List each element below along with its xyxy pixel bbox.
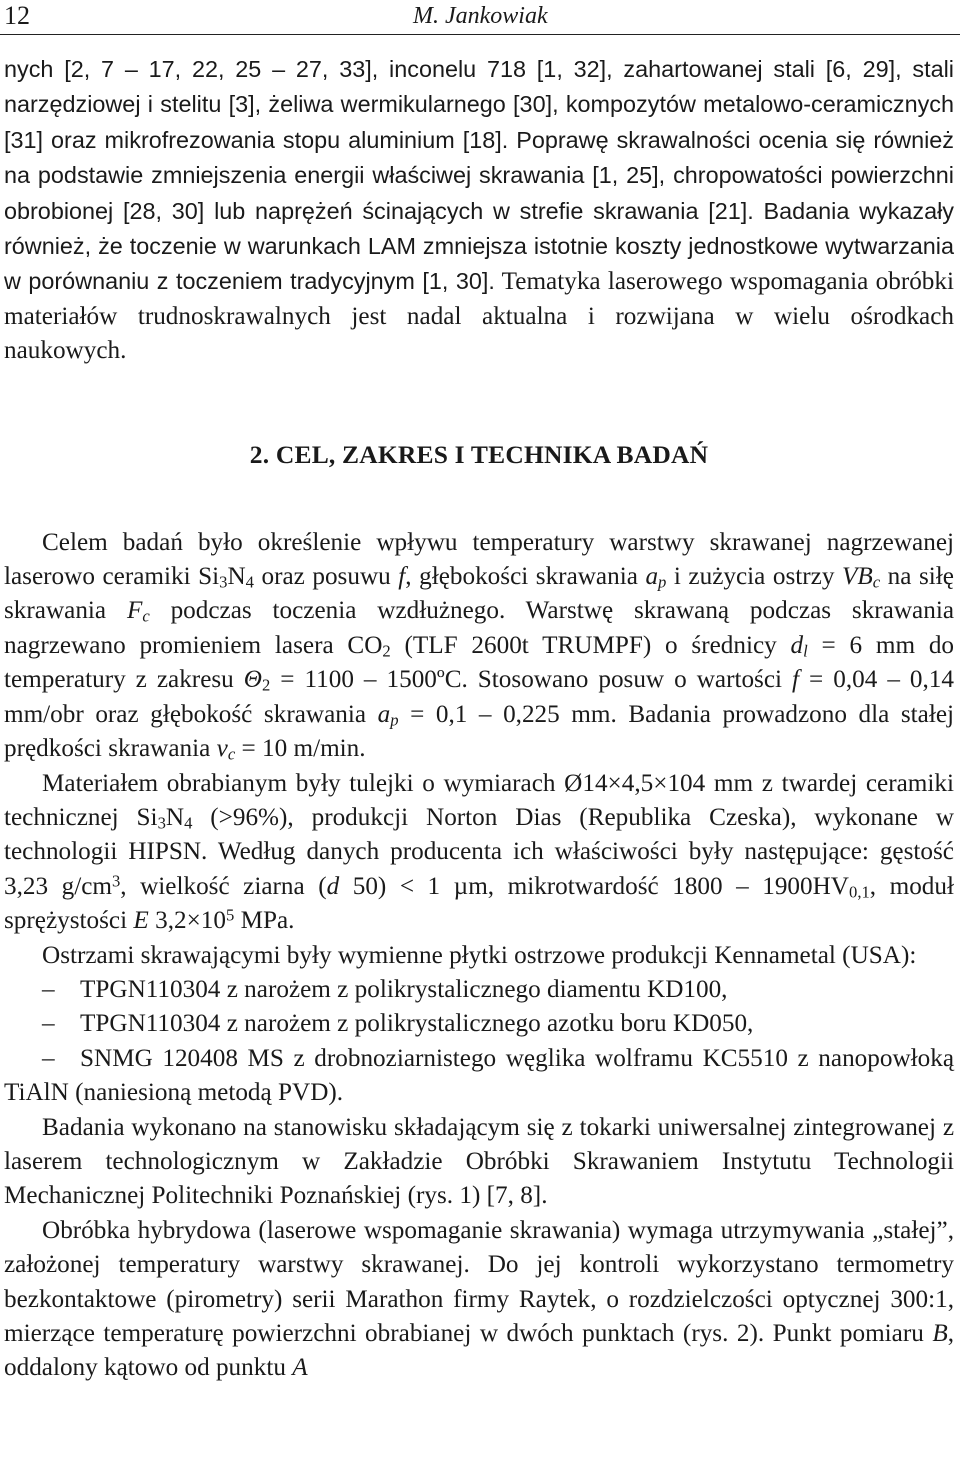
text-fragment: MPa.: [234, 907, 295, 935]
text-fragment: oraz posuwu: [253, 563, 399, 591]
text-fragment: 50) < 1 µm, mikrotwardość 1800 – 1900HV: [339, 872, 850, 900]
text-fragment: , głębokości skrawania: [405, 563, 646, 591]
text-fragment: = 0,1 – 0,225 mm. Badania prowadzono dla stałej prędkości skrawania: [4, 700, 955, 763]
page-number: 12: [4, 1, 30, 30]
text-fragment: podczas toczenia wzdłużnego. Warstwę skrawaną podczas skrawania nagrzewano promieniem lasera CO: [4, 597, 954, 659]
paragraph-intro-serif-text: Tematyka laserowego wspomagania obróbki materiałów trudnoskrawalnych jest nadal aktualna i rozwijana w wielu ośrodkach naukowych.: [4, 268, 954, 365]
symbol-speed: v: [216, 735, 228, 763]
subscript: 2: [261, 675, 271, 695]
paragraph-cutting-inserts: Ostrzami skrawającymi były wymienne płytki ostrzowe produkcji Kennametal (USA):: [42, 941, 917, 969]
text-fragment: (TLF 2600t TRUMPF) o średnicy: [390, 631, 791, 659]
paragraph-test-stand: Badania wykonano na stanowisku składającym się z tokarki uniwersalnej zintegrowanej z laserem technologicznym w Zakładzie Obróbki Skrawaniem Instytutu Technologii Mechanicznej Politechniki Poznańskiej (rys. 1) [7, 8].: [4, 1113, 954, 1210]
paragraph-intro-sans-text: nych [2, 7 – 17, 22, 25 – 27, 33], inconelu 718 [1, 32], zahartowanej stali [6, 29], stali narzędziowej i stelitu [3], żeliwa wermikularnego [30], kompozytów metalowo-ceramicznych [31] oraz mikrofrezowania stopu aluminium [18]. Poprawę skrawalności ocenia się również na podstawie zmniejszenia energii właściwej skrawania [1, 25], chropowatości powierzchni obrobionej [28, 30] lub naprężeń ścinających w strefie skrawania [21]. Badania wykazały również, że toczenie w warunkach LAM zmniejsza istotnie koszty jednostkowe wytwarzania w porównaniu z toczeniem tradycyjnym [1, 30].: [4, 56, 954, 295]
symbol-point-a: A: [292, 1354, 308, 1382]
paragraph-research-goal: [4, 526, 954, 767]
symbol-point-b: B: [932, 1320, 948, 1347]
text-fragment: = 6 mm do temperatury z zakresu: [4, 631, 955, 694]
section-heading: 2. CEL, ZAKRES I TECHNIKA BADAŃ: [249, 439, 709, 469]
text-fragment: 3,2×10: [148, 907, 226, 935]
text-fragment: Materiałem obrabianym były tulejki o wymiarach Ø14×4,5×104 mm z twardej ceramiki technicznej Si: [4, 769, 954, 831]
text-fragment: i zużycia ostrzy: [666, 563, 842, 591]
subscript: p: [390, 710, 399, 730]
symbol-grain-size: d: [326, 872, 340, 900]
page-header: [0, 0, 960, 35]
list-item: – TPGN110304 z narożem z polikrystalicznego azotku boru KD050,: [4, 1007, 954, 1041]
symbol-feed: f: [398, 563, 406, 591]
text-fragment: = 1100 – 1500ºC. Stosowano posuw o wartości: [270, 666, 793, 694]
symbol-force: F: [126, 597, 143, 625]
subscript: 0,1: [849, 882, 870, 902]
symbol-depth: a: [645, 563, 659, 591]
paragraph-intro-continuation: [4, 52, 954, 369]
paragraph-hybrid-machining: [4, 1214, 954, 1386]
subscript: c: [872, 572, 881, 592]
page-body: [4, 52, 954, 1386]
text-fragment: Celem badań było określenie wpływu temperatury warstwy skrawanej nagrzewanej laserowo ceramiki Si: [4, 528, 954, 591]
text-fragment: , moduł sprężystości: [4, 872, 954, 935]
text-fragment: N: [227, 563, 246, 591]
list-item: – SNMG 120408 MS z drobnoziarnistego węglika wolframu KC5510 z nanopowłoką TiAlN (naniesioną metodą PVD).: [4, 1042, 954, 1111]
superscript: 3: [111, 871, 121, 891]
subscript: 4: [245, 572, 254, 592]
text-fragment: , wielkość ziarna (: [120, 872, 327, 900]
subscript: 2: [382, 641, 391, 661]
subscript: c: [227, 744, 236, 764]
symbol-wear: VB: [841, 563, 873, 591]
symbol-youngs-modulus: E: [133, 907, 149, 935]
text-fragment: (>96%), produkcji Norton Dias (Republika Czeska), wykonane w technologii HIPSN. Według danych producenta ich właściwości były następujące: gęstość 3,23 g/cm: [4, 803, 954, 900]
subscript: c: [142, 607, 150, 627]
text-fragment: , oddalony kątowo od punktu: [4, 1320, 954, 1382]
subscript: p: [658, 572, 667, 592]
inserts-list: [4, 973, 954, 1111]
text-fragment: na siłę skrawania: [4, 563, 954, 625]
symbol-depth: a: [377, 700, 391, 728]
subscript: 4: [184, 813, 193, 833]
text-fragment: = 10 m/min.: [235, 735, 366, 763]
symbol-diameter: d: [790, 631, 804, 659]
subscript: l: [803, 641, 808, 661]
superscript: 5: [225, 905, 235, 925]
subscript: 3: [219, 572, 228, 592]
running-head-author: M. Jankowiak: [413, 3, 548, 29]
list-item: – TPGN110304 z narożem z polikrystalicznego diamentu KD100,: [4, 973, 954, 1007]
text-fragment: N: [165, 803, 185, 831]
symbol-feed: f: [792, 666, 800, 694]
paragraph-workpiece-material: [4, 767, 954, 939]
symbol-temperature: Θ: [243, 666, 262, 694]
subscript: 3: [157, 813, 166, 833]
text-fragment: Obróbka hybrydowa (laserowe wspomaganie skrawania) wymaga utrzymywania „stałej”, założonej temperatury warstwy skrawanej. Do jej kontroli wykorzystano termometry bezkontaktowe (pirometry) serii Marathon firmy Raytek, o rozdzielczości optycznej 300:1, mierzące temperaturę powierzchni obrabianej w dwóch punktach (rys. 2). Punkt pomiaru: [4, 1216, 954, 1347]
text-fragment: = 0,04 – 0,14 mm/obr oraz głębokość skrawania: [4, 666, 954, 728]
